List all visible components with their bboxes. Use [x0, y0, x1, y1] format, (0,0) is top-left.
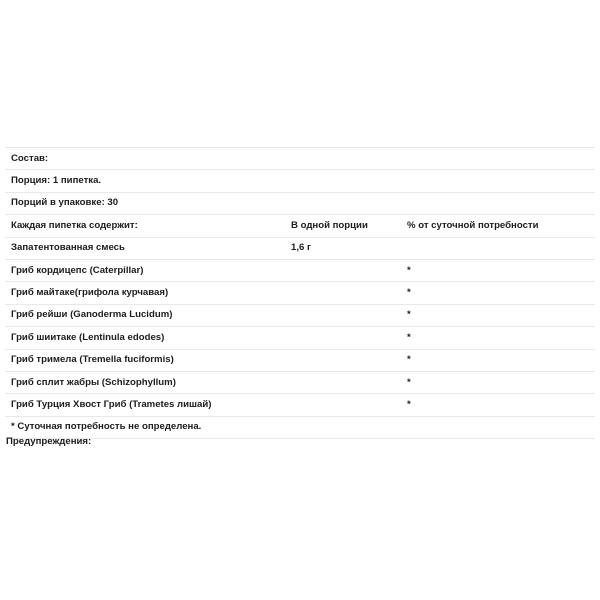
ingredient-amount: [280, 327, 390, 349]
ingredient-row: [5, 237, 595, 259]
ingredient-name: Гриб шиитаке (Lentinula edodes): [5, 327, 280, 349]
ingredient-row: [5, 394, 595, 416]
ingredient-name: Гриб тримела (Tremella fuciformis): [5, 349, 280, 371]
ingredient-daily-value: *: [390, 304, 595, 326]
footnote: * Суточная потребность не определена.: [5, 416, 595, 438]
supplement-facts-table: [5, 147, 595, 439]
ingredient-daily-value: *: [390, 371, 595, 393]
header-per-serving: В одной порции: [280, 215, 390, 237]
ingredient-row: [5, 371, 595, 393]
ingredient-row: [5, 304, 595, 326]
footnote-row: [5, 416, 595, 438]
ingredient-name: Гриб кордицепс (Caterpillar): [5, 259, 280, 281]
ingredient-daily-value: [390, 237, 595, 259]
ingredient-amount: [280, 282, 390, 304]
ingredient-row: [5, 259, 595, 281]
composition-label: Состав:: [5, 148, 595, 170]
ingredient-daily-value: *: [390, 327, 595, 349]
ingredient-daily-value: *: [390, 259, 595, 281]
header-daily-value: % от суточной потребности: [390, 215, 595, 237]
ingredient-amount: [280, 259, 390, 281]
ingredient-name: Гриб сплит жабры (Schizophyllum): [5, 371, 280, 393]
ingredient-row: [5, 327, 595, 349]
ingredient-amount: [280, 371, 390, 393]
servings-per-container: Порций в упаковке: 30: [5, 192, 595, 214]
ingredient-daily-value: *: [390, 349, 595, 371]
warnings-label: Предупреждения:: [6, 436, 92, 447]
ingredient-name: Гриб майтаке(грифола курчавая): [5, 282, 280, 304]
ingredient-name: Гриб рейши (Ganoderma Lucidum): [5, 304, 280, 326]
serving-size-row: [5, 170, 595, 192]
ingredient-daily-value: *: [390, 394, 595, 416]
serving-size: Порция: 1 пипетка.: [5, 170, 595, 192]
servings-per-container-row: [5, 192, 595, 214]
ingredient-amount: 1,6 г: [280, 237, 390, 259]
ingredient-amount: [280, 394, 390, 416]
ingredient-name: Запатентованная смесь: [5, 237, 280, 259]
ingredient-row: [5, 349, 595, 371]
ingredient-amount: [280, 349, 390, 371]
composition-row: [5, 148, 595, 170]
header-row: [5, 215, 595, 237]
ingredient-row: [5, 282, 595, 304]
ingredient-amount: [280, 304, 390, 326]
ingredient-name: Гриб Турция Хвост Гриб (Trametes лишай): [5, 394, 280, 416]
header-each-contains: Каждая пипетка содержит:: [5, 215, 280, 237]
ingredient-daily-value: *: [390, 282, 595, 304]
